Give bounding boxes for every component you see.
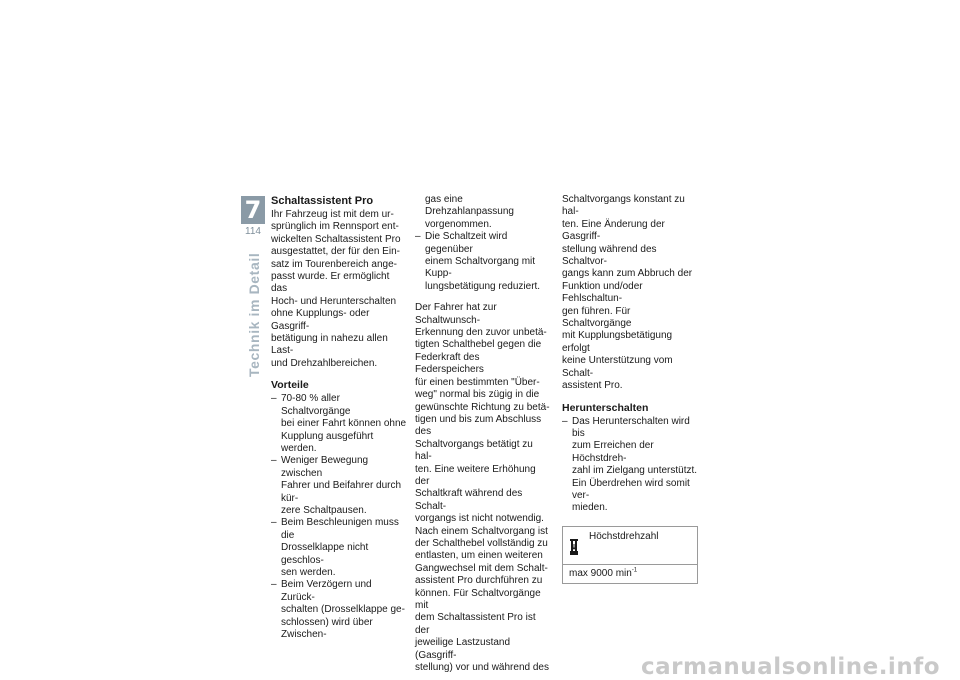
text-line: und Drehzahlbereichen. (271, 357, 378, 369)
text-line: weg" normal bis zügig in die (415, 389, 540, 401)
text-line: zere Schaltpausen. (281, 504, 367, 516)
spec-table (562, 526, 698, 584)
dash-bullet: – (415, 231, 421, 243)
text-line: Drosselklappe nicht geschlos- (281, 542, 369, 566)
text-line: Weniger Bewegung zwischen (281, 455, 369, 479)
column-2 (415, 194, 551, 674)
text-line: für einen bestimmten "Über- (415, 376, 540, 388)
text-line: entlasten, um einen weiteren (415, 550, 543, 562)
text-line: Ein Überdrehen wird somit ver- (572, 477, 690, 501)
chapter-title: Technik im Detail (246, 252, 262, 377)
text-line: dem Schaltassistent Pro ist der (415, 612, 536, 636)
dash-bullet: – (271, 517, 277, 529)
section-heading: Schaltassistent Pro (271, 195, 374, 207)
list-item (271, 455, 407, 517)
list-item (271, 517, 407, 579)
text-line: gangs kann zum Abbruch der (562, 268, 693, 280)
downshift-heading: Herunterschalten (562, 401, 649, 414)
text-line: mieden. (572, 502, 608, 514)
text-line: gen führen. Für Schaltvorgänge (562, 305, 632, 330)
text-line: gewünschte Richtung zu betä- (415, 401, 550, 413)
text-line: Gangwechsel mit dem Schalt- (415, 562, 548, 574)
text-line: Beim Verzögern und Zurück- (281, 579, 372, 603)
text-line: Ihr Fahrzeug ist mit dem ur- (271, 209, 394, 220)
text-line: stellung während des Schaltvor- (562, 243, 657, 268)
text-line: zahl im Zielgang unterstützt. (572, 465, 698, 477)
text-line: Federkraft des Federspeichers (415, 351, 484, 376)
text-line: betätigung in nahezu allen Last- (271, 333, 388, 357)
text-line: vorgangs ist nicht notwendig. (415, 513, 544, 525)
downshift-list (562, 416, 698, 515)
text-line: satz im Tourenbereich ange- (271, 258, 397, 270)
text-line: der Schalthebel vollständig zu (415, 537, 548, 549)
dash-bullet: – (271, 579, 277, 591)
text-line: sen werden. (281, 566, 336, 578)
spec-value-text: max 9000 min (569, 567, 632, 579)
spec-value (563, 565, 697, 583)
intro-paragraph (271, 209, 407, 370)
text-line: sprünglich im Rennsport ent- (271, 221, 399, 233)
text-line: Schaltvorgangs betätigt zu hal- (415, 438, 533, 463)
text-line: zum Erreichen der Höchstdreh- (572, 440, 654, 464)
text-line: 70-80 % aller Schaltvorgänge (281, 393, 351, 417)
spec-unit-exponent: -1 (631, 567, 638, 574)
text-line: Schaltkraft während des Schalt- (415, 488, 523, 512)
list-item (415, 231, 551, 293)
text-line: vorgenommen. (425, 218, 492, 230)
text-line: wickelten Schaltassistent Pro (271, 233, 401, 245)
spec-label: Höchstdrehzahl (589, 530, 659, 542)
text-line: Schaltvorgangs konstant zu hal- (562, 194, 685, 218)
text-line: assistent Pro. (562, 380, 623, 392)
list-item (271, 393, 407, 455)
text-line: ausgestattet, der für den Ein- (271, 246, 400, 258)
shift-paragraph (415, 302, 551, 674)
text-line: Kupplung ausgeführt werden. (281, 430, 374, 454)
column-3 (562, 194, 698, 584)
text-line: Die Schaltzeit wird gegenüber (425, 231, 508, 255)
text-line: Beim Beschleunigen muss die (281, 517, 399, 541)
text-line: Funktion und/oder Fehlschaltun- (562, 280, 643, 305)
text-line: jeweilige Lastzustand (Gasgriff- (415, 637, 511, 661)
text-line: ten. Eine Änderung der Gasgriff- (562, 218, 665, 243)
text-line: assistent Pro durchführen zu (415, 575, 543, 587)
text-line: stellung) vor und während des (415, 662, 549, 674)
watermark-text: carmanualsonline.info (640, 653, 940, 680)
dash-bullet: – (562, 415, 568, 427)
text-line: tigten Schalthebel gegen die (415, 339, 542, 351)
text-line: mit Kupplungsbetätigung erfolgt (562, 330, 673, 354)
text-line: Der Fahrer hat zur Schaltwunsch- (415, 302, 497, 326)
advantages-list (271, 393, 407, 641)
engine-speed-icon (569, 536, 579, 558)
text-line: ohne Kupplungs- oder Gasgriff- (271, 308, 370, 332)
spec-header (563, 527, 697, 565)
text-line: Hoch- und Herunterschalten (271, 295, 397, 307)
text-line: Fahrer und Beifahrer durch kür- (281, 480, 402, 504)
text-line: gas eine Drehzahlanpassung (425, 194, 514, 218)
text-line: Das Herunterschalten wird bis (572, 415, 690, 439)
text-line: ten. Eine weitere Erhöhung der (415, 463, 536, 487)
continued-paragraph (562, 194, 698, 393)
column-1 (271, 194, 407, 641)
dash-bullet: – (271, 393, 277, 405)
text-line: schalten (Drosselklappe ge- (281, 604, 405, 616)
text-line: einem Schaltvorgang mit Kupp- (425, 256, 536, 280)
advantages-list-continued (415, 231, 551, 293)
page-number: 114 (245, 226, 261, 237)
continued-bullet-text (415, 194, 551, 231)
text-line: keine Unterstützung vom Schalt- (562, 355, 673, 379)
chapter-number: 7 (241, 196, 265, 224)
text-line: können. Für Schaltvorgänge mit (415, 587, 541, 611)
text-line: Erkennung den zuvor unbetä- (415, 327, 547, 339)
text-line: tigen und bis zum Abschluss des (415, 413, 542, 438)
text-line: schlossen) wird über Zwischen- (281, 616, 373, 640)
list-item (271, 579, 407, 641)
list-item (562, 416, 698, 515)
advantages-heading: Vorteile (271, 379, 309, 392)
text-line: passt wurde. Er ermöglicht das (271, 271, 390, 295)
text-line: bei einer Fahrt können ohne (281, 418, 407, 430)
text-line: lungsbetätigung reduziert. (425, 280, 541, 292)
dash-bullet: – (271, 455, 277, 467)
text-line: Nach einem Schaltvorgang ist (415, 525, 548, 537)
